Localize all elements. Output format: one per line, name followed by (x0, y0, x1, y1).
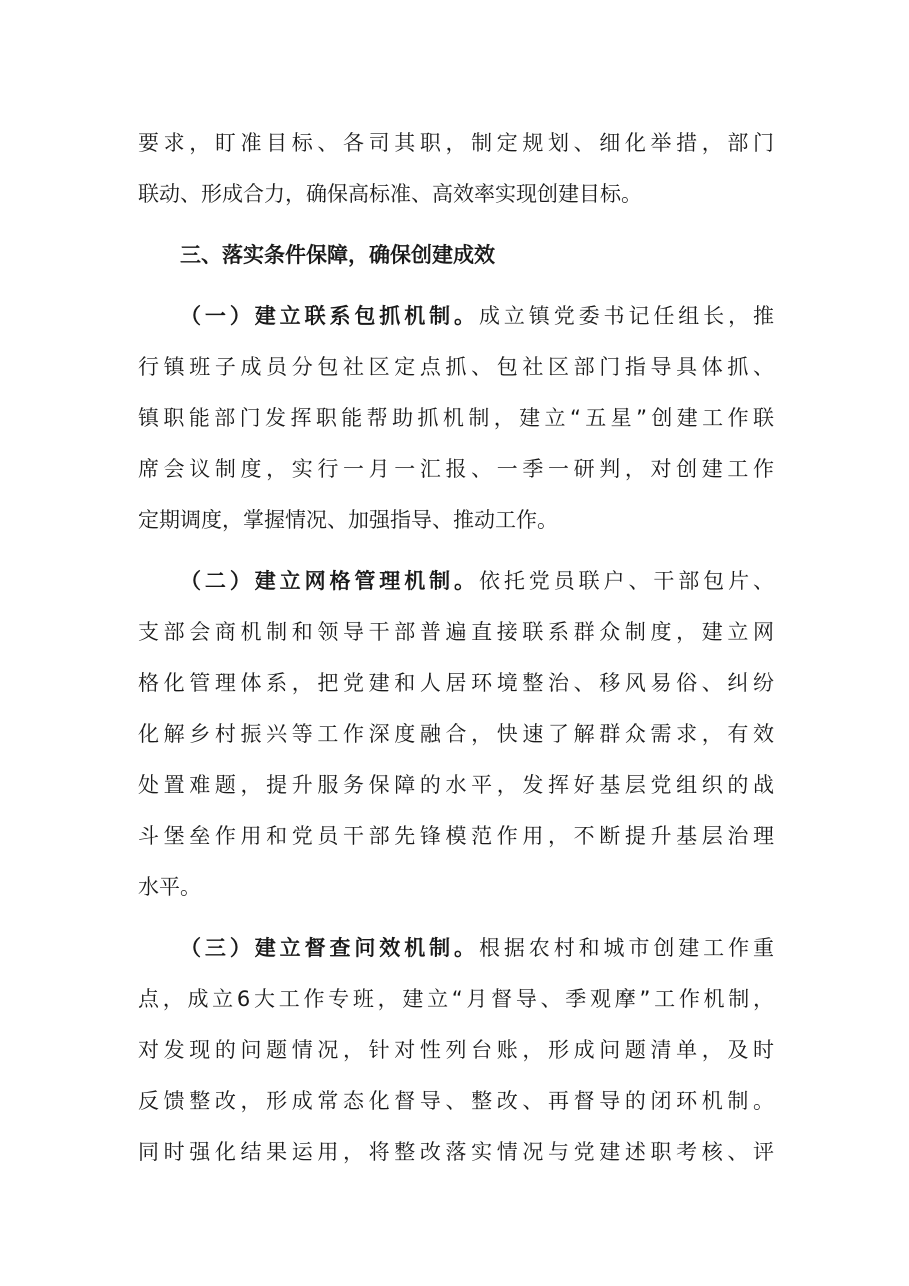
paragraph-line: 同时强化结果运用，将整改落实情况与党建述职考核、评 (138, 1140, 774, 1164)
paragraph-line: 化解乡村振兴等工作深度融合，快速了解群众需求，有效 (138, 722, 774, 746)
item-1-first-line (138, 291, 774, 342)
paragraph-line: 处置难题，提升服务保障的水平，发挥好基层党组织的战 (138, 773, 774, 797)
spacer (138, 281, 774, 291)
section-heading: 三、落实条件保障，确保创建成效 (180, 243, 495, 267)
paragraph-line: 格化管理体系，把党建和人居环境整治、移风易俗、纠纷 (138, 671, 774, 695)
paragraph-line: 镇职能部门发挥职能帮助抓机制，建立“五星”创建工作联 (138, 406, 774, 430)
spacer (138, 546, 774, 556)
item-3-title: （三）建立督查问效机制。 (180, 936, 479, 960)
item-1-line-1-text: 成立镇党委书记任组长，推 (478, 304, 775, 328)
paragraph-line: 对发现的问题情况，针对性列台账，形成问题清单，及时 (138, 1038, 774, 1062)
paragraph-line: 行镇班子成员分包社区定点抓、包社区部门指导具体抓、 (138, 355, 774, 379)
paragraph-line: 定期调度，掌握情况、加强指导、推动工作。 (138, 508, 558, 532)
item-2-first-line (138, 556, 774, 607)
paragraph-line: 席会议制度，实行一月一汇报、一季一研判，对创建工作 (138, 457, 774, 481)
item-1-title: （一）建立联系包抓机制。 (180, 304, 479, 328)
spacer (138, 913, 774, 923)
paragraph-line: 水平。 (138, 875, 201, 899)
item-2-line-1-text: 依托党员联户、干部包片、 (478, 569, 775, 593)
item-2-title: （二）建立网格管理机制。 (180, 569, 479, 593)
paragraph-line: 斗堡垒作用和党员干部先锋模范作用，不断提升基层治理 (138, 824, 774, 848)
paragraph-line: 点，成立6大工作专班，建立“月督导、季观摩”工作机制， (138, 987, 774, 1011)
paragraph-line: 要求，盯准目标、各司其职，制定规划、细化举措，部门 (138, 131, 774, 155)
paragraph-line: 联动、形成合力，确保高标准、高效率实现创建目标。 (138, 182, 642, 206)
paragraph-line: 支部会商机制和领导干部普遍直接联系群众制度，建立网 (138, 620, 774, 644)
document-body (138, 118, 774, 1178)
paragraph-line: 反馈整改，形成常态化督导、整改、再督导的闭环机制。 (138, 1089, 774, 1113)
item-3-line-1-text: 根据农村和城市创建工作重 (478, 936, 775, 960)
spacer (138, 220, 774, 230)
item-3-first-line (138, 923, 774, 974)
